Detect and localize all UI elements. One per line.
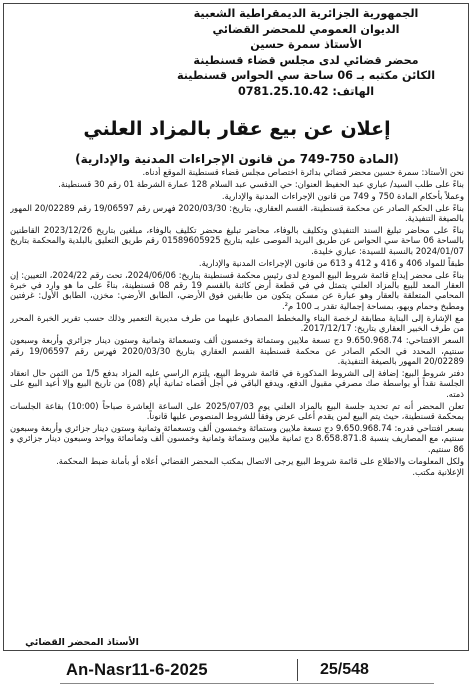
page-footer <box>0 653 474 685</box>
paragraph: بناءً على طلب السيد/ عباري عبد الحفيظ العنوان: حي الدقسي عبد السلام 128 عمارة الشرطة 01 رقم 30 قسنطينة. <box>58 178 464 189</box>
paragraph: الإعلانية مكتب. <box>412 467 464 478</box>
paragraph: السعر الافتتاحي: 9.650.968.74 دج تسعة ملايين وستمائة وخمسون ألف وتسعمائة وثمانية وستون دينار جزائري وأربعة وسبعون سنتيم، المحدد في الحكم الصادر عن محكمة قسنطينة القسم العقاري بتاريخ 2020/03/30 فهرس رقم 19/06597 رقم 20/02289 المهور بالصيغة التنفيذية. <box>10 335 464 366</box>
header-address: الكائن مكتبه بـ 06 ساحة سي الحواس قسنطينة <box>176 69 436 82</box>
footer-divider <box>297 659 298 681</box>
paragraph: بناءً على الحكم الصادر عن محكمة قسنطينة، القسم العقاري، بتاريخ: 2020/03/30 فهرس رقم 19/06597 رقم 20/02289 المهور بالصيغة التنفيذية. <box>10 202 464 224</box>
signature: الأستاذ المحضر القضائي <box>25 637 139 648</box>
publication-reference: An-Nasr11-6-2025 <box>66 661 208 679</box>
paragraph: بناءً على محضر إيداع قائمة شروط البيع المودع لدى رئيس محكمة قسنطينة بتاريخ: 2024/06/06، تحت رقم 2024/22، التعيين: إن العقار المعد للبيع بالمزاد العلني يتمثل في في قطعة أرض كائنة بالقسم 19 رقم 08 قسنطينة، بناءً على ما هو وارد في خبرة المحامي المتعلقة بالعقار وهو عبارة عن مسكن يتكون من طابقين فوق الأرضي، الطابق الأرضي: مخزن، الطابق الأول: غرفتين ومطبخ وحمام وبهو، بمساحة إجمالية تقدر بـ 100 م². <box>10 269 464 311</box>
paragraph: بناءً على محاضر تبليغ السند التنفيذي وتكليف بالوفاء، محاضر تبليغ محضر تكليف بالوفاء، مبلغين بتاريخ 2023/12/26 القاطنين بالساحة 06 ساحة سي الحواس عن طريق البريد الموصى عليه بتاريخ 01589605925 رقم طريق التعليق بالبلدية والمحكمة بتاريخ 2024/01/07 بالنسبة للسيدة: عباري خليدة. <box>10 225 464 256</box>
notice-title: إعلان عن بيع عقار بالمزاد العلني <box>83 118 391 140</box>
header-phone: الهاتف: 0781.25.10.42 <box>237 84 375 98</box>
notice-subtitle: (المادة 750-749 من قانون الإجراءات المدنية والإدارية) <box>75 152 399 166</box>
paragraph: تعلن المحضر أنه تم تحديد جلسة البيع بالمزاد العلني يوم 2025/07/03 على الساعة العاشرة صباحاً (10:00) بقاعة الجلسات بمحكمة قسنطينة، حيث يتم البيع لمن يقدم أعلى عرض وفقاً للشروط المنصوص عليها قانوناً. <box>10 400 464 421</box>
page-number: 25/548 <box>320 661 369 678</box>
notice-body <box>10 167 464 611</box>
header-office: الديوان العمومي للمحضر القضائي <box>212 22 400 36</box>
paragraph: نحن الأستاذ: سمرة حسين محضر قضائي بدائرة اختصاص مجلس قضاء قسنطينة الموقع أدناه. <box>142 167 464 177</box>
paragraph: وعملاً بأحكام المادة 750 و 749 من قانون الإجراءات المدنية والإدارية. <box>221 190 464 201</box>
paragraph: ولكل المعلومات والاطلاع على قائمة شروط البيع يرجى الاتصال بمكتب المحضر القضائي أعلاه أو بأمانة ضبط المحكمة. <box>56 455 464 466</box>
header-republic: الجمهورية الجزائرية الديمقراطية الشعبية <box>193 7 419 20</box>
notice-header <box>156 6 456 99</box>
footer-line <box>60 683 434 684</box>
paragraph: دفتر شروط البيع: إضافة إلى الشروط المذكورة في قائمة شروط البيع، يلتزم الراسي عليه المزاد بدفع 1/5 من الثمن حال انعقاد الجلسة نقداً أو بواسطة صك مصرفي مقبول الدفع، ويدفع الباقي في أجل أقصاه ثمانية أيام (08) من تاريخ البيع وإلا أعيد البيع على ذمته. <box>10 367 464 399</box>
paragraph: مع الإشارة إلى البناية مطابقة لرخصة البناء والمخطط المصادق عليهما من طرف مديرية التعمير وذلك حسب تقرير الخبرة المحرر من طرف الخبير العقاري بتاريخ: 2017/12/17. <box>10 312 464 334</box>
paragraph: بسعر افتتاحي قدره: 9.650.968.74 دج تسعة ملايين وستمائة وخمسون ألف وتسعمائة وثمانية وستون دينار جزائري وأربعة وسبعون سنتيم، مع المصاريف بنسبة 8.658.871.8 دج ثمانية ملايين وستمائة وثمانية وخمسون ألف وثمانمائة وواحد وسبعون دينار جزائري و 86 سنتيم. <box>10 422 464 454</box>
header-court: محضر قضائي لدى مجلس قضاء قسنطينة <box>193 53 419 67</box>
paragraph: طبقاً للمواد 406 و 416 و 412 و 613 من قانون الإجراءات المدنية والإدارية. <box>198 257 464 268</box>
header-bailiff-name: الأستاذ سمرة حسين <box>250 38 362 51</box>
